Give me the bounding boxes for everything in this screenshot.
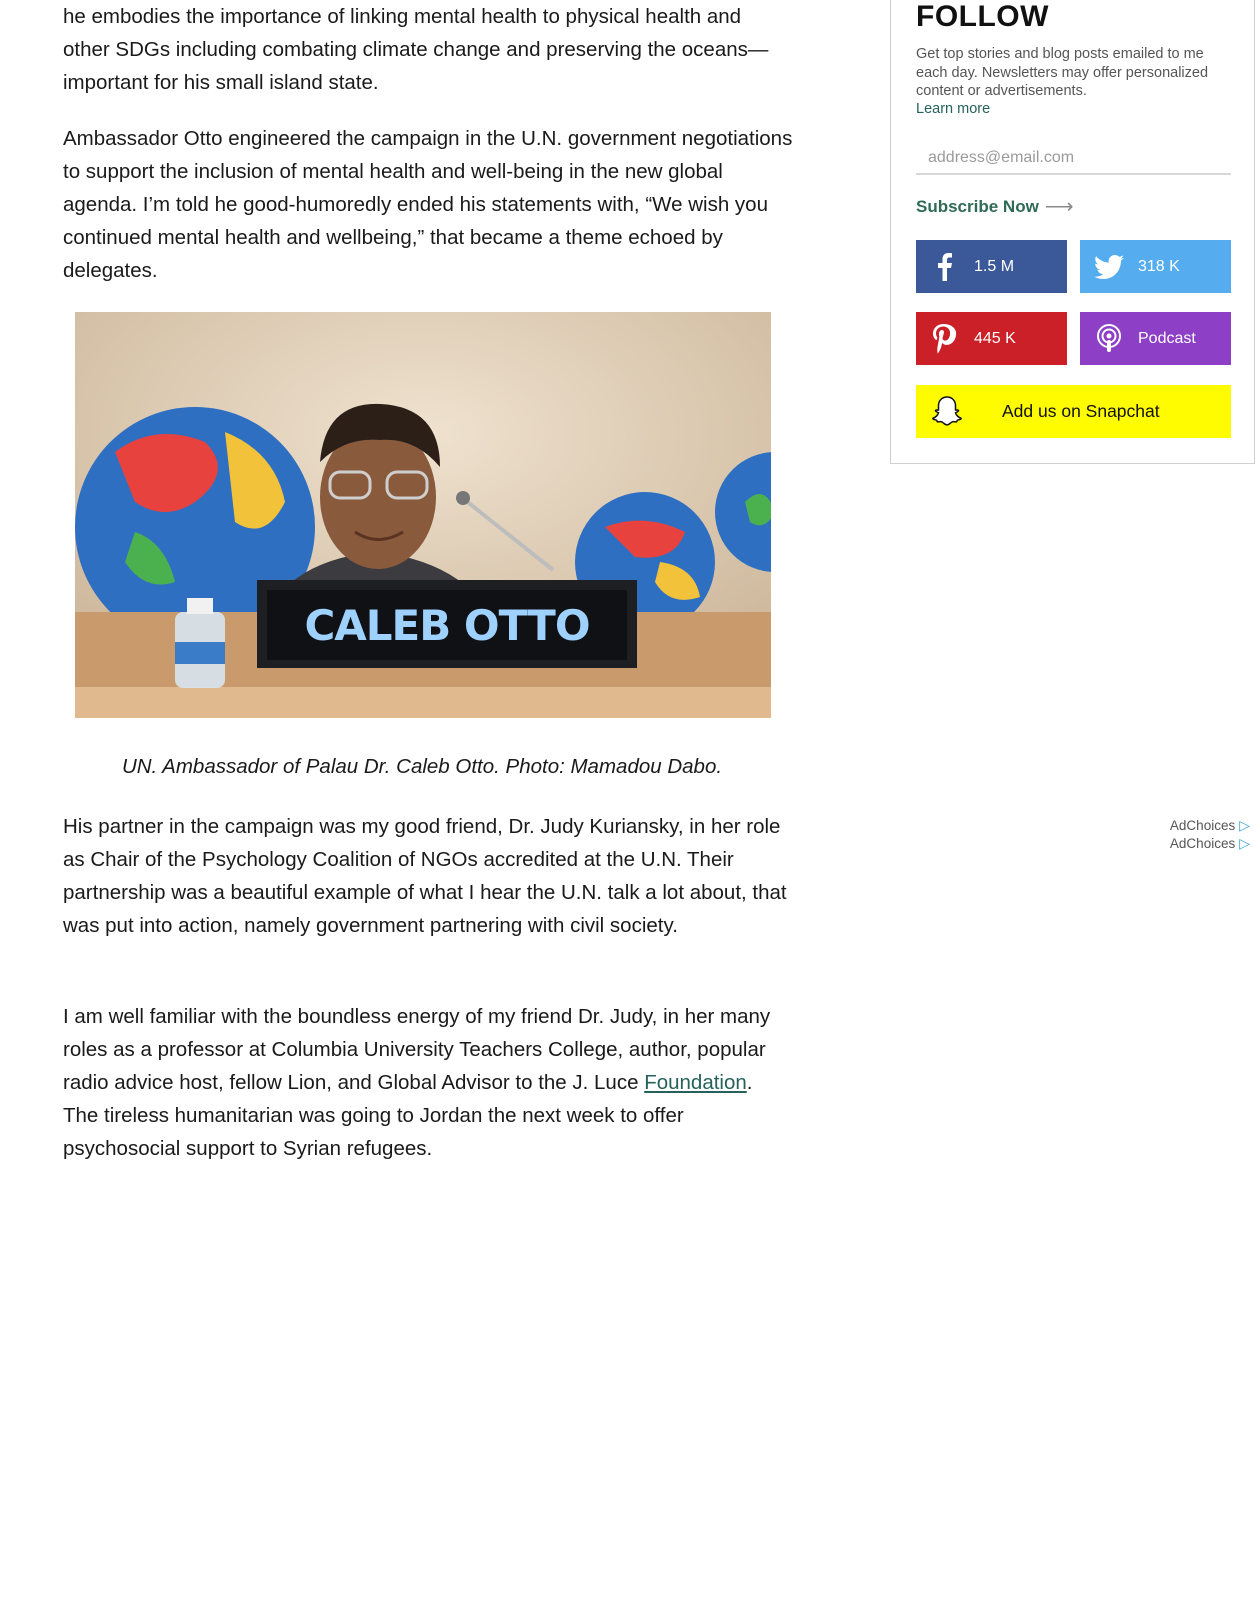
paragraph-text: I am well familiar with the boundless energy of my friend Dr. Judy, in her many roles as a professor at Columbia University Teachers College, author, popular radio advice host, fellow Lion, and Global Advisor to the J. Luce [63,1005,771,1094]
facebook-icon [916,253,974,281]
pinterest-button[interactable] [916,312,1067,365]
adchoices-label: AdChoices [1169,836,1236,851]
arrow-right-icon: ⟶ [1044,196,1074,218]
email-field[interactable] [916,143,1231,175]
paragraph: Ambassador Otto engineered the campaign in the U.N. government negotiations to support the inclusion of mental health and well-being in the new global agenda. I’m told he good-humoredly ended his statements with, “We wish you continued mental health and wellbeing,” that became a theme echoed by delegates. [63,127,793,282]
adchoices-link[interactable] [1170,817,1250,834]
adchoices-label: AdChoices [1169,818,1236,833]
twitter-icon [1080,255,1138,279]
podcast-label: Podcast [1138,329,1196,347]
adchoices-link[interactable] [1170,835,1250,852]
paragraph: His partner in the campaign was my good friend, Dr. Judy Kuriansky, in her role as Chair of the Psychology Coalition of NGOs accredited at the U.N. Their partnership was a beautiful example of what I hear the U.N. talk a lot about, that was put into action, namely government partnering with civil society. [63,815,787,937]
snapchat-button[interactable] [916,385,1231,438]
learn-more-link[interactable]: Learn more [916,101,991,117]
follow-title: FOLLOW [916,0,1049,33]
newsletter-description: Get top stories and blog posts emailed to me each day. Newsletters may offer personalized content or advertisements. [916,46,1209,99]
twitter-count: 318 K [1138,257,1180,275]
follow-widget [890,0,1255,464]
subscribe-button[interactable] [916,194,1073,219]
paragraph-text: . The tireless humanitarian was going to Jordan the next week to offer psychosocial support to Syrian refugees. [63,1071,753,1160]
paragraph [63,1000,793,1165]
pinterest-count: 445 K [974,329,1016,347]
facebook-button[interactable] [916,240,1067,293]
adchoices-icon: ▷ [1239,817,1250,833]
paragraph: he embodies the importance of linking mental health to physical health and other SDGs including combating climate change and preserving the oceans—important for his small island state. [63,5,769,94]
adchoices-icon: ▷ [1239,835,1250,851]
podcast-button[interactable] [1080,312,1231,365]
nameplate-text: CALEB OTTO [304,601,590,650]
snapchat-ghost-icon [916,395,978,429]
facebook-count: 1.5 M [974,257,1015,275]
article-photo [75,312,771,718]
podcast-icon [1080,324,1138,354]
subscribe-label: Subscribe Now [916,196,1039,216]
snapchat-label: Add us on Snapchat [1002,401,1160,421]
foundation-link[interactable]: Foundation [644,1071,747,1094]
twitter-button[interactable] [1080,240,1231,293]
photo-caption: UN. Ambassador of Palau Dr. Caleb Otto. Photo: Mamadou Dabo. [121,755,723,778]
pinterest-icon [916,324,974,354]
